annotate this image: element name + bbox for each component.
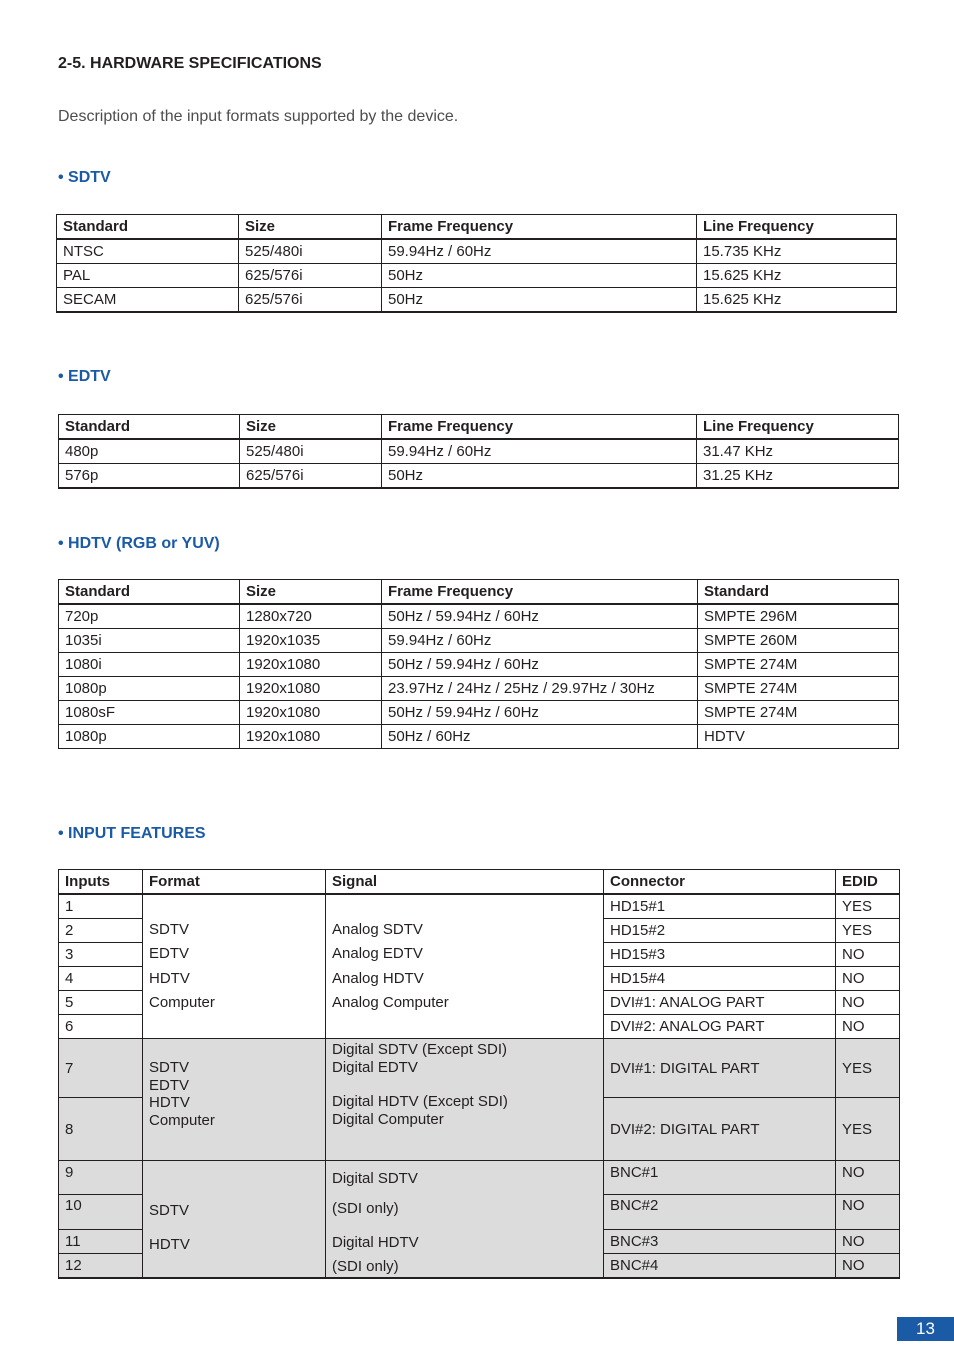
table-cell: 15.625 KHz [697, 288, 897, 313]
input-number: 5 [59, 991, 143, 1015]
format-item: HDTV [149, 1236, 190, 1253]
hdtv-table [58, 579, 899, 749]
signal-item: (SDI only) [332, 1200, 399, 1217]
table-row [59, 1161, 900, 1195]
connector-cell: BNC#4 [604, 1254, 836, 1279]
input-number: 4 [59, 967, 143, 991]
page-heading: 2-5. HARDWARE SPECIFICATIONS [58, 55, 322, 72]
edid-cell: NO [836, 1161, 900, 1195]
header-format: Format [143, 870, 326, 895]
sdtv-section-title: • SDTV [58, 169, 111, 186]
edid-cell: NO [836, 1230, 900, 1254]
table-cell: PAL [57, 264, 239, 288]
header-standard-spec: Standard [698, 580, 899, 605]
input-number: 8 [59, 1098, 143, 1161]
header-line-frequency: Line Frequency [697, 215, 897, 240]
header-frame-frequency: Frame Frequency [382, 580, 698, 605]
input-features-section-title: • INPUT FEATURES [58, 825, 206, 842]
connector-cell: HD15#3 [604, 943, 836, 967]
edid-cell: YES [836, 919, 900, 943]
table-cell: 59.94Hz / 60Hz [382, 439, 697, 464]
format-item: EDTV [149, 945, 190, 962]
table-cell: 625/576i [239, 264, 382, 288]
format-item: SDTV [149, 1202, 190, 1219]
table-cell: 1920x1080 [240, 677, 382, 701]
input-number: 3 [59, 943, 143, 967]
digital-format-cell [143, 1039, 326, 1161]
format-item: Computer [149, 994, 215, 1011]
sdi-signal-cell [326, 1161, 604, 1279]
signal-item: Analog HDTV [332, 969, 424, 987]
table-row [59, 464, 899, 489]
header-standard: Standard [59, 415, 240, 440]
table-row [59, 725, 899, 749]
table-cell: 1920x1080 [240, 725, 382, 749]
header-size: Size [239, 215, 382, 240]
analog-format-cell [143, 894, 326, 1039]
format-item: HDTV [149, 969, 190, 987]
table-row [59, 629, 899, 653]
table-cell: HDTV [698, 725, 899, 749]
input-number: 6 [59, 1015, 143, 1039]
table-row [59, 894, 900, 919]
table-cell: 1080p [59, 725, 240, 749]
table-cell: 23.97Hz / 24Hz / 25Hz / 29.97Hz / 30Hz [382, 677, 698, 701]
digital-signal-cell [326, 1039, 604, 1161]
table-cell: 1080sF [59, 701, 240, 725]
table-header-row [59, 870, 900, 895]
table-cell: 1280x720 [240, 604, 382, 629]
edid-cell: YES [836, 894, 900, 919]
header-signal: Signal [326, 870, 604, 895]
table-cell: 1080i [59, 653, 240, 677]
table-row [59, 701, 899, 725]
input-number: 2 [59, 919, 143, 943]
table-row [57, 239, 897, 264]
table-cell: SMPTE 296M [698, 604, 899, 629]
format-item: SDTV [149, 920, 190, 938]
header-standard: Standard [57, 215, 239, 240]
table-cell: 50Hz [382, 264, 697, 288]
table-cell: SMPTE 274M [698, 677, 899, 701]
connector-cell: DVI#1: ANALOG PART [604, 991, 836, 1015]
edid-cell: NO [836, 1015, 900, 1039]
table-cell: NTSC [57, 239, 239, 264]
header-standard: Standard [59, 580, 240, 605]
edid-cell: YES [836, 1098, 900, 1161]
table-cell: 1920x1035 [240, 629, 382, 653]
signal-item: Digital EDTV [332, 1058, 418, 1076]
header-connector: Connector [604, 870, 836, 895]
connector-cell: DVI#2: ANALOG PART [604, 1015, 836, 1039]
edid-cell: NO [836, 1254, 900, 1279]
edid-cell: NO [836, 943, 900, 967]
connector-cell: HD15#4 [604, 967, 836, 991]
table-cell: 15.625 KHz [697, 264, 897, 288]
table-cell: 525/480i [240, 439, 382, 464]
signal-item: Digital HDTV (Except SDI) [332, 1093, 508, 1110]
table-cell: SMPTE 274M [698, 701, 899, 725]
table-cell: 576p [59, 464, 240, 489]
table-cell: 31.25 KHz [697, 464, 899, 489]
table-cell: 1920x1080 [240, 701, 382, 725]
input-number: 12 [59, 1254, 143, 1279]
page-number: 13 [897, 1317, 954, 1341]
table-cell: 50Hz / 59.94Hz / 60Hz [382, 701, 698, 725]
input-number: 11 [59, 1230, 143, 1254]
table-cell: 59.94Hz / 60Hz [382, 629, 698, 653]
table-row [59, 1039, 900, 1098]
table-header-row [59, 580, 899, 605]
sdi-format-cell [143, 1161, 326, 1279]
table-cell: 1920x1080 [240, 653, 382, 677]
input-number: 7 [59, 1039, 143, 1098]
header-line-frequency: Line Frequency [697, 415, 899, 440]
table-cell: 720p [59, 604, 240, 629]
table-cell: 480p [59, 439, 240, 464]
table-cell: 50Hz / 59.94Hz / 60Hz [382, 604, 698, 629]
table-cell: 50Hz [382, 288, 697, 313]
hdtv-section-title: • HDTV (RGB or YUV) [58, 535, 220, 552]
signal-spacer [332, 1076, 597, 1093]
table-row [57, 288, 897, 313]
table-cell: 50Hz / 60Hz [382, 725, 698, 749]
connector-cell: HD15#2 [604, 919, 836, 943]
input-features-table [58, 869, 900, 1279]
input-number: 9 [59, 1161, 143, 1195]
header-inputs: Inputs [59, 870, 143, 895]
format-item: HDTV [149, 1094, 190, 1111]
edid-cell: YES [836, 1039, 900, 1098]
connector-cell: HD15#1 [604, 894, 836, 919]
table-header-row [57, 215, 897, 240]
table-cell: 59.94Hz / 60Hz [382, 239, 697, 264]
sdtv-table [56, 214, 897, 313]
analog-signal-cell [326, 894, 604, 1039]
connector-cell: BNC#2 [604, 1195, 836, 1230]
signal-item: Digital SDTV (Except SDI) [332, 1041, 508, 1058]
table-cell: 625/576i [239, 288, 382, 313]
signal-item: Analog SDTV [332, 920, 423, 938]
edtv-section-title: • EDTV [58, 368, 111, 385]
edid-cell: NO [836, 991, 900, 1015]
signal-item: Analog Computer [332, 994, 449, 1011]
table-cell: 1080p [59, 677, 240, 701]
signal-item: Digital HDTV [332, 1234, 419, 1251]
table-row [59, 653, 899, 677]
table-cell: SECAM [57, 288, 239, 313]
format-item: EDTV [149, 1076, 190, 1094]
signal-item: Analog EDTV [332, 945, 423, 962]
edid-cell: NO [836, 967, 900, 991]
table-cell: 15.735 KHz [697, 239, 897, 264]
table-row [59, 604, 899, 629]
table-cell: 31.47 KHz [697, 439, 899, 464]
format-item: Computer [149, 1111, 215, 1129]
edid-cell: NO [836, 1195, 900, 1230]
table-cell: 625/576i [240, 464, 382, 489]
connector-cell: DVI#2: DIGITAL PART [604, 1098, 836, 1161]
table-cell: SMPTE 274M [698, 653, 899, 677]
header-size: Size [240, 580, 382, 605]
format-item: SDTV [149, 1059, 190, 1076]
signal-item: (SDI only) [332, 1258, 399, 1275]
table-cell: 50Hz / 59.94Hz / 60Hz [382, 653, 698, 677]
table-cell: 50Hz [382, 464, 697, 489]
input-number: 1 [59, 894, 143, 919]
table-row [57, 264, 897, 288]
connector-cell: DVI#1: DIGITAL PART [604, 1039, 836, 1098]
connector-cell: BNC#1 [604, 1161, 836, 1195]
table-header-row [59, 415, 899, 440]
table-cell: SMPTE 260M [698, 629, 899, 653]
header-edid: EDID [836, 870, 900, 895]
table-cell: 1035i [59, 629, 240, 653]
input-number: 10 [59, 1195, 143, 1230]
table-row [59, 439, 899, 464]
page-description: Description of the input formats supported by the device. [58, 108, 459, 125]
header-size: Size [240, 415, 382, 440]
signal-item: Digital Computer [332, 1110, 444, 1128]
header-frame-frequency: Frame Frequency [382, 415, 697, 440]
signal-item: Digital SDTV [332, 1170, 418, 1187]
table-row [59, 677, 899, 701]
table-cell: 525/480i [239, 239, 382, 264]
header-frame-frequency: Frame Frequency [382, 215, 697, 240]
edtv-table [58, 414, 899, 489]
connector-cell: BNC#3 [604, 1230, 836, 1254]
